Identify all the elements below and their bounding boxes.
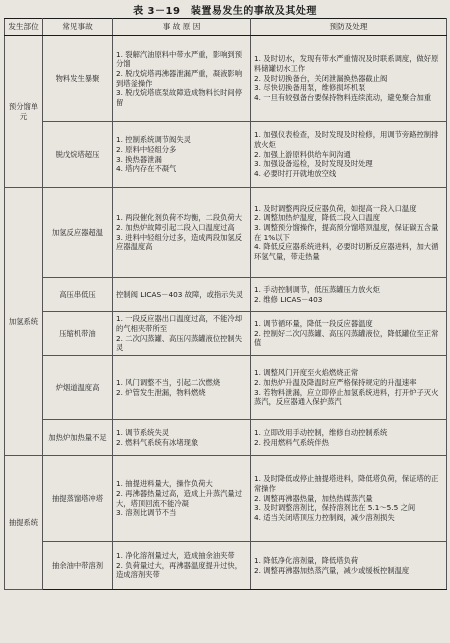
measure-line: 2. 投用燃料气系统伴热 <box>254 437 329 447</box>
cause-cell <box>113 312 251 356</box>
measure-line: 2. 及时切换备台，关闭泄漏换热器截止阀 <box>254 73 388 83</box>
cause-line: 1. 控制系统调节阀失灵 <box>116 135 191 145</box>
cause-line: 2. 燃料气系统有冰堵现象 <box>116 437 199 447</box>
cause-line: 1. 一段反应器出口温度过高，不能冷却的气相夹带所至 <box>116 314 243 333</box>
cause-line: 2. 负荷量过大，再沸器温度提升过快，造成溶剂夹带 <box>116 560 243 580</box>
cause-line: 2. 加热炉故障引起二段入口温度过高 <box>116 222 235 232</box>
measure-line: 2. 加强上游原料供给车间沟通 <box>254 149 351 159</box>
measures-cell <box>251 278 447 312</box>
accident-cell: 加热炉加热量不足 <box>43 420 113 456</box>
accident-cell: 加氢反应器超温 <box>43 188 113 278</box>
measure-line: 3. 尽快切换备用泵，维修损坏机泵 <box>254 83 366 93</box>
cause-cell <box>113 356 251 420</box>
table-row <box>5 188 447 278</box>
measure-line: 4. 必要时打开就地放空线 <box>254 168 337 178</box>
cause-line: 2. 二次闪蒸罐、高压闪蒸罐液位控制失灵 <box>116 333 243 353</box>
accident-cell: 高压串低压 <box>43 278 113 312</box>
accident-cell: 抽提蒸馏塔冲塔 <box>43 456 113 542</box>
cause-cell <box>113 542 251 590</box>
accident-cell: 炉烟道温度高 <box>43 356 113 420</box>
table-row <box>5 312 447 356</box>
measure-line: 1. 手动控制调节，低压蒸罐压力放火炬 <box>254 284 381 294</box>
cause-cell <box>113 420 251 456</box>
table-row <box>5 542 447 590</box>
cause-line: 2. 炉管发生泄漏，物料燃烧 <box>116 387 206 397</box>
measure-line: 1. 调整风门开度至火焰燃烧正常 <box>254 368 359 378</box>
measure-line: 1. 及时降低或停止抽提塔进料，降低塔负荷，保证塔的正常操作 <box>254 474 439 494</box>
measure-line: 1. 及时调整两段反应器负荷，如提高一段入口温度 <box>254 203 417 213</box>
cause-line: 2. 脱戊烷塔再沸器泄漏严重，凝液影响到塔釜操作 <box>116 68 243 88</box>
measures-cell <box>251 188 447 278</box>
measure-line: 2. 控制好二次闪蒸罐、高压闪蒸罐液位，降低罐位至正常值 <box>254 328 439 348</box>
cause-line: 2. 原料中轻组分多 <box>116 144 177 154</box>
cause-line: 4. 塔内存在不凝气 <box>116 164 177 174</box>
accident-cell: 抽余油中带溶剂 <box>43 542 113 590</box>
cause-line: 1. 两段催化剂负荷不均衡，二段负荷大 <box>116 213 243 223</box>
measure-line: 1. 调节循环量，降低一段反应器温度 <box>254 319 373 329</box>
measure-line: 1. 加强仪表检查，及时发现及时检修，用调节旁路控制排放火炬 <box>254 130 439 150</box>
accident-cell: 脱戊烷塔超压 <box>43 122 113 188</box>
measure-line: 4. 降低反应器系统进料，必要时切断反应器进料，加大循环氢气量，带走热量 <box>254 242 439 261</box>
cause-line: 控制阀 LICAS－403 故障，或指示失灵 <box>116 289 244 299</box>
header-measures: 预防及处理 <box>251 19 447 36</box>
measures-cell <box>251 312 447 356</box>
accident-cell: 压缩机带油 <box>43 312 113 356</box>
category-cell: 预分馏单元 <box>5 36 43 188</box>
cause-cell <box>113 278 251 312</box>
category-cell: 抽提系统 <box>5 456 43 590</box>
measure-line: 1. 降低净化溶剂量，降低塔负荷 <box>254 555 359 565</box>
accident-cell: 物料发生暴聚 <box>43 36 113 122</box>
cause-line: 3. 脱戊烷塔底泵故障造成物料长时间停留 <box>116 88 243 107</box>
accident-table <box>4 18 447 590</box>
header-accident: 常见事故 <box>43 19 113 36</box>
table-row <box>5 356 447 420</box>
measure-line: 3. 若物料泄漏，应立即停止加氢系统进料，打开炉子灭火蒸汽，反应器通入保护蒸汽 <box>254 387 439 407</box>
measures-cell <box>251 420 447 456</box>
cause-line: 3. 溶剂比调节不当 <box>116 508 177 518</box>
cause-cell <box>113 456 251 542</box>
cause-cell <box>113 188 251 278</box>
measures-cell <box>251 542 447 590</box>
measure-line: 2. 调整再沸器热量，加热热媒蒸汽量 <box>254 493 373 503</box>
cause-cell <box>113 36 251 122</box>
category-cell: 加氢系统 <box>5 188 43 456</box>
measure-line: 3. 加强设备巡检，及时发现及时处理 <box>254 159 373 169</box>
measure-line: 2. 维修 LICAS－403 <box>254 294 323 304</box>
measure-line: 2. 调整再沸器加热蒸汽量，减少或缓板控制温度 <box>254 565 410 575</box>
table-title: 表 3－19 装置易发生的事故及其处理 <box>133 6 317 17</box>
measure-line: 3. 调整预分馏操作，提高预分馏塔顶温度，保证碳五含量在 1%以下 <box>254 222 439 242</box>
cause-line: 1. 抽提进料量大，操作负荷大 <box>116 479 213 489</box>
measure-line: 1. 立即改用手动控制，维修自动控制系统 <box>254 427 388 437</box>
measure-line: 2. 调整加热炉温度，降低二段入口温度 <box>254 213 381 223</box>
table-row <box>5 456 447 542</box>
measure-line: 4. 适当关闭塔顶压力控制阀，减少溶剂损失 <box>254 512 395 522</box>
table-row <box>5 122 447 188</box>
cause-line: 1. 调节系统失灵 <box>116 427 170 437</box>
cause-line: 2. 再沸器热量过高，造成上升蒸汽量过大，塔顶回流不能冷凝 <box>116 488 243 508</box>
table-row <box>5 420 447 456</box>
measures-cell <box>251 122 447 188</box>
table-row <box>5 278 447 312</box>
measures-cell <box>251 36 447 122</box>
header-location: 发生部位 <box>5 19 43 36</box>
cause-line: 1. 净化溶剂量过大，造成抽余油夹带 <box>116 551 235 561</box>
cause-line: 1. 裂解汽油原料中带水严重，影响到预分馏 <box>116 49 243 69</box>
cause-line: 3. 换热器泄漏 <box>116 154 162 164</box>
header-cause: 事 故 原 因 <box>113 19 251 36</box>
table-row <box>5 36 447 122</box>
cause-line: 1. 风门调整不当，引起二次燃烧 <box>116 377 221 387</box>
table-header-row <box>5 19 447 36</box>
measures-cell <box>251 456 447 542</box>
measure-line: 1. 及时切水，发现有带水严重情况及时联系调度，做好原料储罐切水工作 <box>254 54 439 74</box>
measure-line: 4. 一旦有较强备台要保持物料连续流动，避免聚合加重 <box>254 92 432 102</box>
measure-line: 3. 及时调整溶剂比，保持溶剂比在 5.1～5.5 之间 <box>254 503 416 513</box>
measure-line: 2. 加热炉升温及降温时应严格保持规定的升温速率 <box>254 377 417 387</box>
measures-cell <box>251 356 447 420</box>
cause-cell <box>113 122 251 188</box>
cause-line: 3. 进料中轻组分过多，造成两段加氢反应器温度高 <box>116 232 243 252</box>
